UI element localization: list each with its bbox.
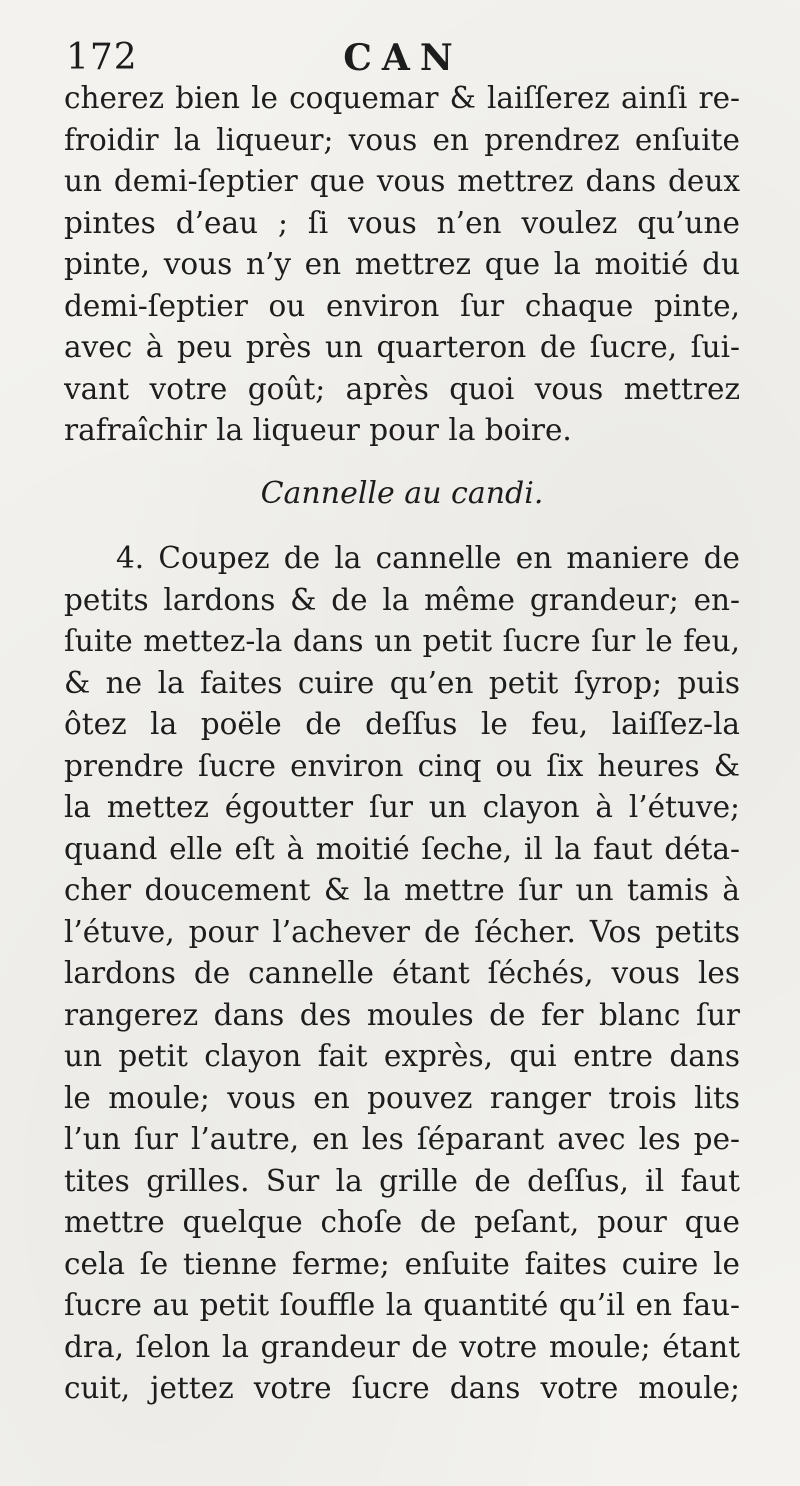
page-number: 172 [66, 37, 138, 78]
text-line: ſucre au petit ſouffle la quantité qu’il en fau- [64, 1288, 740, 1322]
text-line: lardons de cannelle étant ſéchés, vous les [64, 956, 740, 990]
text-line: prendre ſucre environ cinq ou ſix heures & [64, 748, 740, 783]
text-line: le moule; vous en pouvez ranger trois lits [64, 1080, 740, 1115]
text-line: demi-ſeptier ou environ ſur chaque pinte, [64, 288, 740, 323]
text-line: un demi-ſeptier que vous mettrez dans deux [64, 164, 740, 198]
text-line: & ne la faites cuire qu’en petit ſyrop; puis [64, 665, 740, 700]
text-line: froidir la liqueur; vous en prendrez enſuite [64, 122, 740, 157]
text-line: cherez bien le coquemar & laiſſerez ainſi re- [64, 81, 740, 115]
text-line: cher doucement & la mettre ſur un tamis à [64, 873, 740, 907]
text-line: un petit clayon fait exprès, qui entre dans [64, 1039, 740, 1073]
text-line: tites grilles. Sur la grille de deſſus, il faut [64, 1163, 740, 1198]
text-line: dra, ſelon la grandeur de votre moule; étant [64, 1329, 740, 1364]
text-line: cuit, jettez votre ſucre dans votre moule; [64, 1371, 740, 1405]
text-line: quand elle eſt à moitié ſeche, il la faut déta- [64, 831, 740, 866]
text-line: l’un ſur l’autre, en les ſéparant avec les pe- [64, 1122, 740, 1156]
text-line: 4. Coupez de la cannelle en maniere de [116, 541, 740, 575]
recipe-paragraph [64, 538, 740, 1410]
text-line: petits lardons & de la même grandeur; en- [64, 582, 740, 617]
text-line: l’étuve, pour l’achever de ſécher. Vos petits [64, 914, 740, 949]
text-line: ſuite mettez-la dans un petit ſucre ſur le feu, [64, 624, 740, 658]
text-line: pinte, vous n’y en mettrez que la moitié du [64, 247, 740, 281]
running-head: CAN [343, 37, 463, 79]
section-title: Cannelle au candi. [260, 476, 544, 511]
text-line: la mettez égoutter ſur un clayon à l’étuve; [64, 790, 740, 824]
text-line: avec à peu près un quarteron de ſucre, ſui- [64, 330, 740, 364]
text-line: mettre quelque choſe de peſant, pour que [64, 1205, 740, 1239]
text-line: rangerez dans des moules de fer blanc ſur [64, 997, 740, 1032]
text-line: pintes d’eau ; ſi vous n’en voulez qu’une [64, 205, 740, 240]
text-line: rafraîchir la liqueur pour la boire. [64, 413, 572, 447]
paragraph-continued [64, 78, 740, 452]
text-line: vant votre goût; après quoi vous mettrez [64, 371, 740, 406]
text-line: cela ſe tienne ferme; enſuite faites cuire le [64, 1246, 740, 1281]
text-line: ôtez la poële de deſſus le feu, laiſſez-la [64, 707, 740, 741]
